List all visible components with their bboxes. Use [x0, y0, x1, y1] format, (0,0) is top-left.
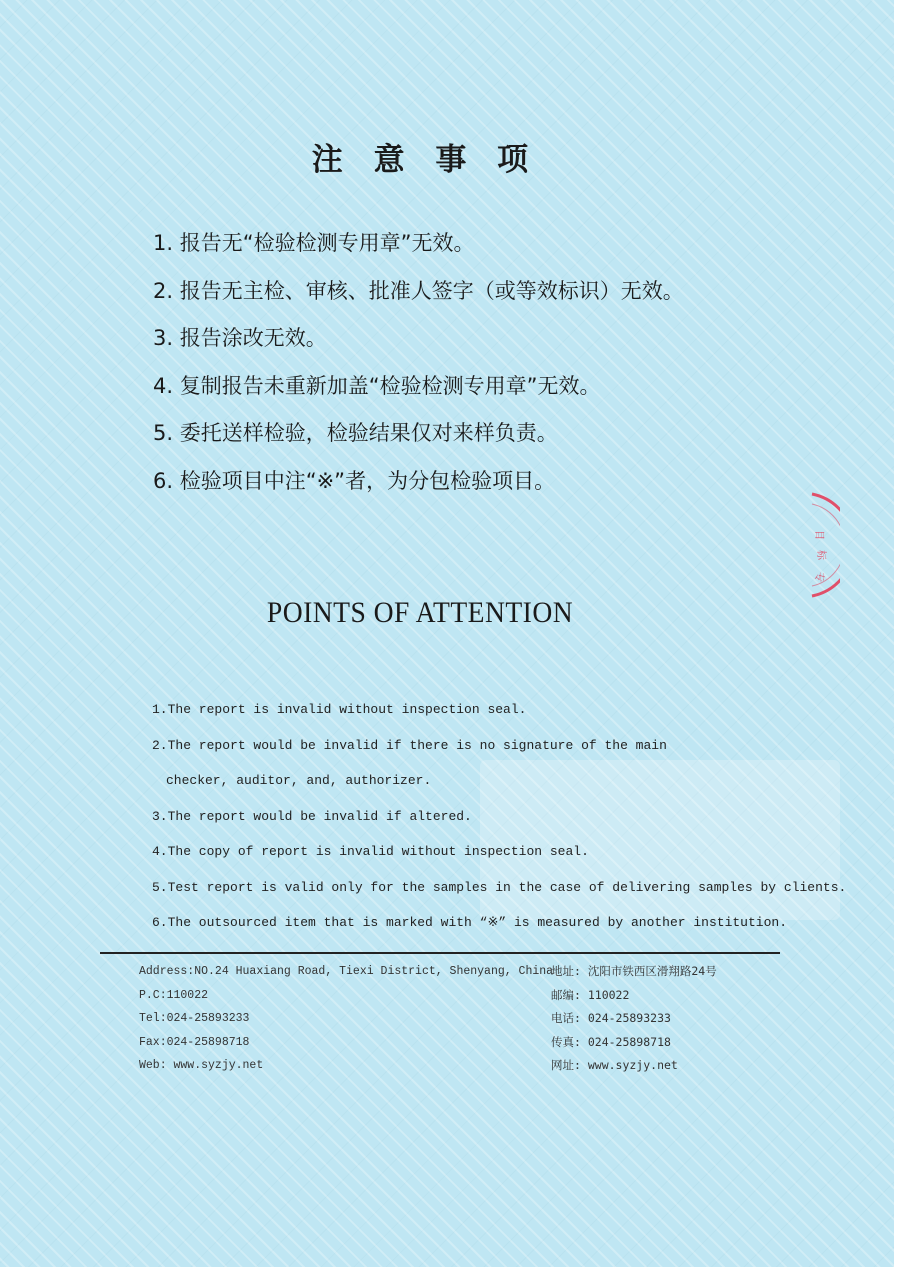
address-zh: 地址: 沈阳市铁西区滑翔路24号	[551, 964, 717, 978]
scan-edge-bottom	[0, 1267, 900, 1273]
fax-zh: 传真: 024-25898718	[551, 1034, 671, 1049]
svg-text:目: 目	[813, 530, 824, 540]
english-notice-item: 3.The report would be invalid if altered.	[152, 808, 472, 824]
english-notice-item: 5.Test report is valid only for the samples in the case of delivering samples by clients.	[152, 879, 847, 895]
chinese-notice-item: 4. 复制报告未重新加盖“检验检测专用章”无效。	[153, 373, 601, 398]
english-notice-item: 2.The report would be invalid if there is no signature of the main	[152, 737, 667, 753]
english-notice-list	[152, 692, 846, 941]
address-en: Address:NO.24 Huaxiang Road, Tiexi District, Shenyang, China	[139, 965, 554, 978]
chinese-notice-item: 5. 委托送样检验，检验结果仅对来样负责。	[153, 421, 558, 445]
english-notice-item: 1.The report is invalid without inspection seal.	[152, 702, 527, 717]
postcode-zh: 邮编: 110022	[551, 987, 630, 1002]
contact-english	[139, 960, 553, 1078]
svg-text:标: 标	[815, 550, 826, 560]
english-title: POINTS OF ATTENTION	[266, 596, 574, 629]
web-zh: 网址: www.syzjy.net	[551, 1058, 678, 1072]
english-notice-item: 6.The outsourced item that is marked with “※” is measured by another institution.	[152, 915, 787, 930]
chinese-title: 注 意 事 项	[311, 142, 539, 178]
english-notice-item-continuation: checker, auditor, and, authorizer.	[166, 773, 432, 788]
tel-en: Tel:024-25893233	[139, 1012, 250, 1025]
footer-divider	[100, 952, 780, 954]
tel-zh: 电话: 024-25893233	[551, 1011, 671, 1025]
red-seal-stamp	[810, 490, 840, 600]
chinese-notice-list	[153, 220, 684, 505]
web-en: Web: www.syzjy.net	[139, 1059, 264, 1072]
chinese-notice-item: 6. 检验项目中注“※”者，为分包检验项目。	[153, 468, 556, 493]
postcode-en: P.C:110022	[139, 988, 209, 1002]
chinese-notice-item: 2. 报告无主检、审核、批准人签字（或等效标识）无效。	[153, 278, 684, 303]
chinese-notice-item: 3. 报告涂改无效。	[153, 326, 327, 350]
svg-text:专: 专	[813, 572, 824, 582]
fax-en: Fax:024-25898718	[139, 1035, 250, 1049]
chinese-notice-item: 1. 报告无“检验检测专用章”无效。	[153, 231, 475, 255]
scan-edge-right	[894, 0, 900, 1273]
english-notice-item: 4.The copy of report is invalid without inspection seal.	[152, 844, 589, 859]
contact-chinese	[551, 960, 717, 1078]
